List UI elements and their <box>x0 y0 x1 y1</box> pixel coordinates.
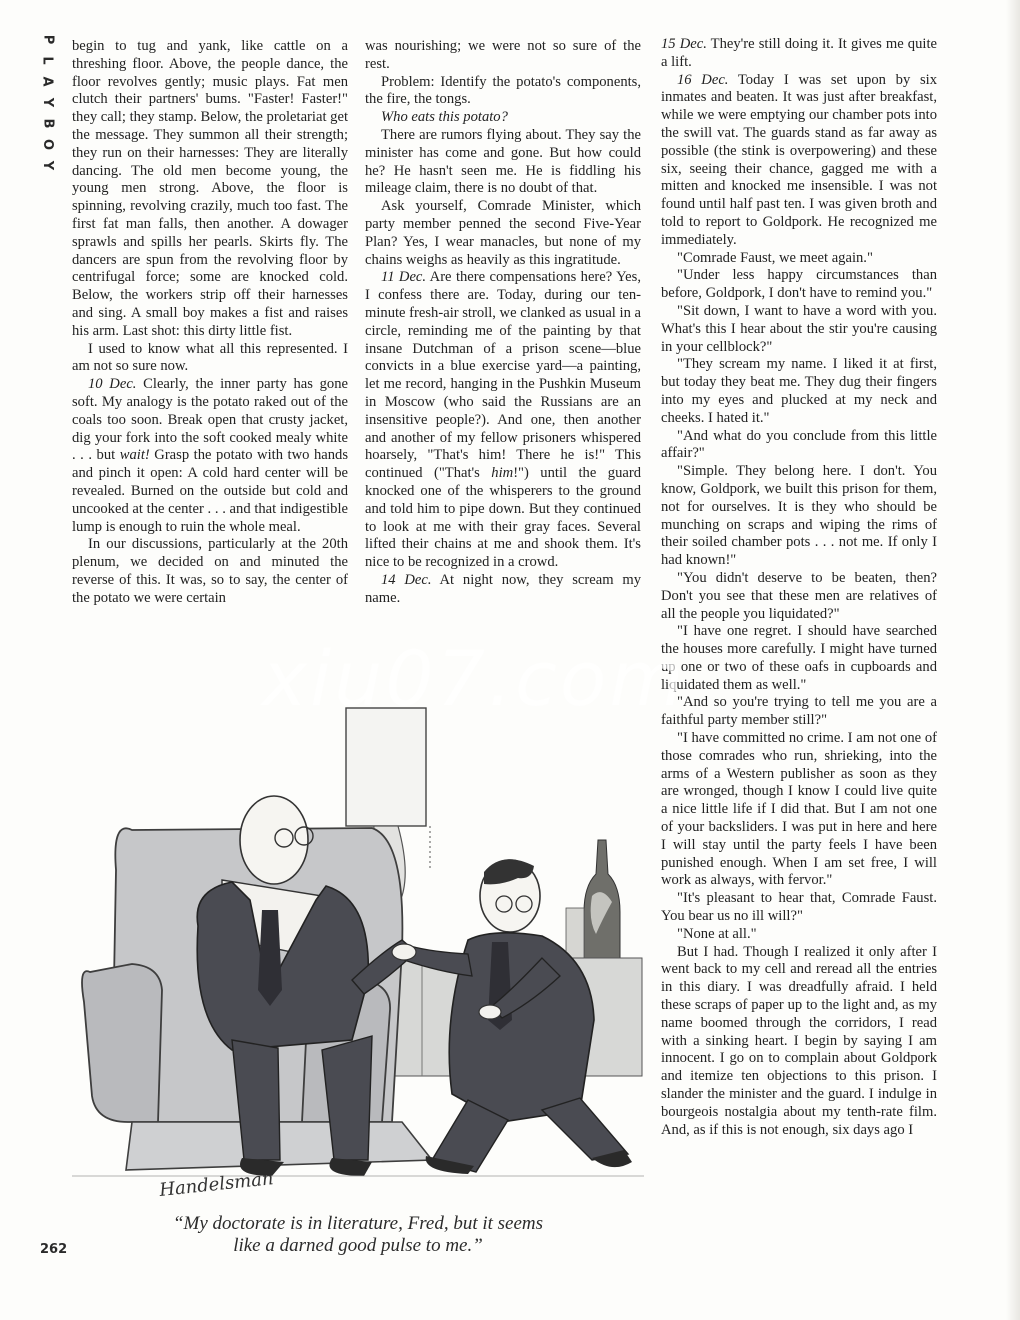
text-run: At night now, they scream my name. <box>365 571 641 606</box>
page-number: 262 <box>40 1242 68 1257</box>
text-run: Are there compensations here? Yes, I confess there are. Today, during our ten-minute fresh-air stroll, we clanked as usual in a circle, reminding me of the painting by that insane Dutchman of a prison scene—blue convicts in a blue exercise yard—a painting, let me record, hanging in the Pushkin Museum in Moscow (who said the Russians are an insensitive people?). And one, then another and another of my fellow prisoners whispered hoarsely, "That's him! There he is!" This continued ("That's <box>365 269 641 482</box>
paragraph: In our discussions, particularly at the 20th plenum, we decided on and minuted the reverse of this. It was, so to say, the center of the potato we were certain <box>72 536 348 606</box>
paragraph <box>661 36 937 72</box>
vase-bottle <box>566 840 620 962</box>
text-column-3 <box>661 36 937 1139</box>
text-column-2 <box>365 38 641 608</box>
artist-signature: Handelsman <box>158 1168 275 1201</box>
paragraph: was nourishing; we were not so sure of the rest. <box>365 38 641 72</box>
paragraph: begin to tug and yank, like cattle on a threshing floor. Above, the people dance, the floor revolves gently; music plays. Fat men clutch their partners' bums. "Faster! Faster!" they call; they stamp. Below, the proletariat get the message. They summon all their strength; they run on their harnesses: They are literally dancing. The old men become young, the young men strong. Above, the floor is spinning, revolving crazily, much too fast. The first fat man falls, then another. A dowager sprawls and spills her pearls. Skirts fly. The dancers are spun from the revolving floor by centrifugal force; some are knocked cold. Below, the workers strip off their harnesses and sing. A small boy makes a fist and raises his arm. Last shot: this dirty little fist. <box>72 38 348 339</box>
running-head-letter: Y <box>39 160 55 172</box>
paragraph: "None at all." <box>677 925 757 942</box>
paragraph: I used to know what all this represented. I am not so sure now. <box>72 340 348 375</box>
paragraph: "Sit down, I want to have a word with you. What's this I hear about the stir you're causing in your cellblock?" <box>661 302 937 355</box>
paragraph: "I have committed no crime. I am not one of those comrades who run, shrieking, into the arms of a Western publisher as soon as they are wronged, though I know I could live quite a nice little life if I did that. But I am not one of your backsliders. I was put in here and here I will stay until the party feels I have been punished enough. When I am set free, I will work as always, with fervor." <box>661 730 937 889</box>
paragraph <box>365 269 641 572</box>
paragraph: "They scream my name. I liked it at first, but today they beat me. They dug their fingers into my eyes and plucked at my neck and cheeks. I hated it." <box>661 356 937 426</box>
text-run: him <box>491 465 514 482</box>
text-column-1 <box>72 38 348 608</box>
caption-line: “My doctorate is in literature, Fred, but it seems <box>172 1213 544 1234</box>
diary-date: 10 Dec. <box>88 376 137 393</box>
text-run: wait! <box>119 447 150 464</box>
paragraph <box>72 376 348 536</box>
paragraph: Problem: Identify the potato's components, the fire, the tongs. <box>365 73 641 108</box>
text-run: !") until the guard knocked one of the whisperers to the ground and told him to pipe down. But they continued to look at me with their gray faces. Several lifted their chains at me and shook them. It's nice to be recognized in a crowd. <box>365 465 641 571</box>
running-head-letter: A <box>40 76 55 88</box>
running-head-letter: L <box>39 56 55 66</box>
paragraph <box>661 72 937 250</box>
paragraph: "It's pleasant to hear that, Comrade Faust. You bear us no ill will?" <box>661 890 937 925</box>
running-head-letter: Y <box>39 97 55 109</box>
running-head <box>40 30 54 176</box>
paragraph: "Under less happy circumstances than before, Goldpork, I don't have to remind you." <box>661 267 937 302</box>
paragraph: "Simple. They belong here. I don't. You know, Goldpork, we built this prison for them, not for ourselves. It is they who should be munching on scraps and wiping the rims of their soiled chamber pots . . . not me. If only I had known!" <box>661 463 937 569</box>
diary-date: 15 Dec. <box>661 36 707 52</box>
paragraph: Ask yourself, Comrade Minister, which party member penned the second Five-Year Plan? Yes, I wear manacles, but none of my chains weighs as heavily as this ingratitude. <box>365 198 641 268</box>
paragraph: Who eats this potato? <box>381 109 508 126</box>
paragraph: There are rumors flying about. They say the minister has come and gone. But how could he? He hasn't seen me. He is fiddling his mileage claim, there is no doubt of that. <box>365 126 641 197</box>
paragraph: But I had. Though I realized it only after I went back to my cell and reread all the entries in this diary. I was dreadfully afraid. I held these scraps of paper up to the light and, as my name boomed through the corridors, I read with a sinking heart. I begin by saying I am innocent. I go on to complain about Goldpork and itemize ten objections to this prison. I slander the minister and the guard. I indulge in bourgeois nostalgia about my tenth-rate film. And, as if this is not enough, six days ago I <box>661 943 937 1138</box>
paragraph: "Comrade Faust, we meet again." <box>677 249 873 266</box>
diary-date: 11 Dec. <box>381 269 427 286</box>
paragraph <box>365 572 641 608</box>
text-run: Clearly, the inner party has gone soft. My analogy is the potato raked out of the coals too soon. Break open that crusty jacket, dig your fork into the soft cooked mealy white . . . but <box>72 376 348 464</box>
caption-line: like a darned good pulse to me.” <box>233 1235 483 1256</box>
text-run: They're still doing it. It gives me quite a lift. <box>661 36 937 70</box>
running-head-letter: B <box>39 118 55 130</box>
diary-date: 16 Dec. <box>677 71 729 88</box>
watermark: xiu07.com <box>262 634 687 723</box>
cartoon-illustration <box>72 690 644 1210</box>
running-head-letter: O <box>40 138 55 152</box>
text-run: Grasp the potato with two hands and pinch it open: A cold hard center will be revealed. Burned on the outside but cold and uncooked at the center . . . and that indigestible lump is enough to ruin the whole meal. <box>72 447 349 535</box>
paragraph: "I have one regret. I should have searched the houses more carefully. I might have turned up one or two of these oafs in cupboards and liquidated them as well." <box>661 623 937 693</box>
cartoon-caption <box>72 1213 644 1257</box>
paragraph: "And so you're trying to tell me you are a faithful party member still?" <box>661 694 937 729</box>
diary-date: 14 Dec. <box>381 571 432 588</box>
paragraph: "You didn't deserve to be beaten, then? Don't you see that these men are relatives of all the people you liquidated?" <box>661 569 937 622</box>
paragraph: "And what do you conclude from this little affair?" <box>661 427 937 462</box>
text-run: Today I was set upon by six inmates and beaten. It was just after breakfast, while we were emptying our chamber pots into the swill vat. The guards stand as far away as possible (the stink is overpowering) and these six, seeing their chance, gagged me with a mitten and knocked me insensible. I was not found until half past ten. I was given broth and told to report to Goldpork. He recognized me immediately. <box>661 71 937 248</box>
running-head-letter: P <box>40 34 55 46</box>
